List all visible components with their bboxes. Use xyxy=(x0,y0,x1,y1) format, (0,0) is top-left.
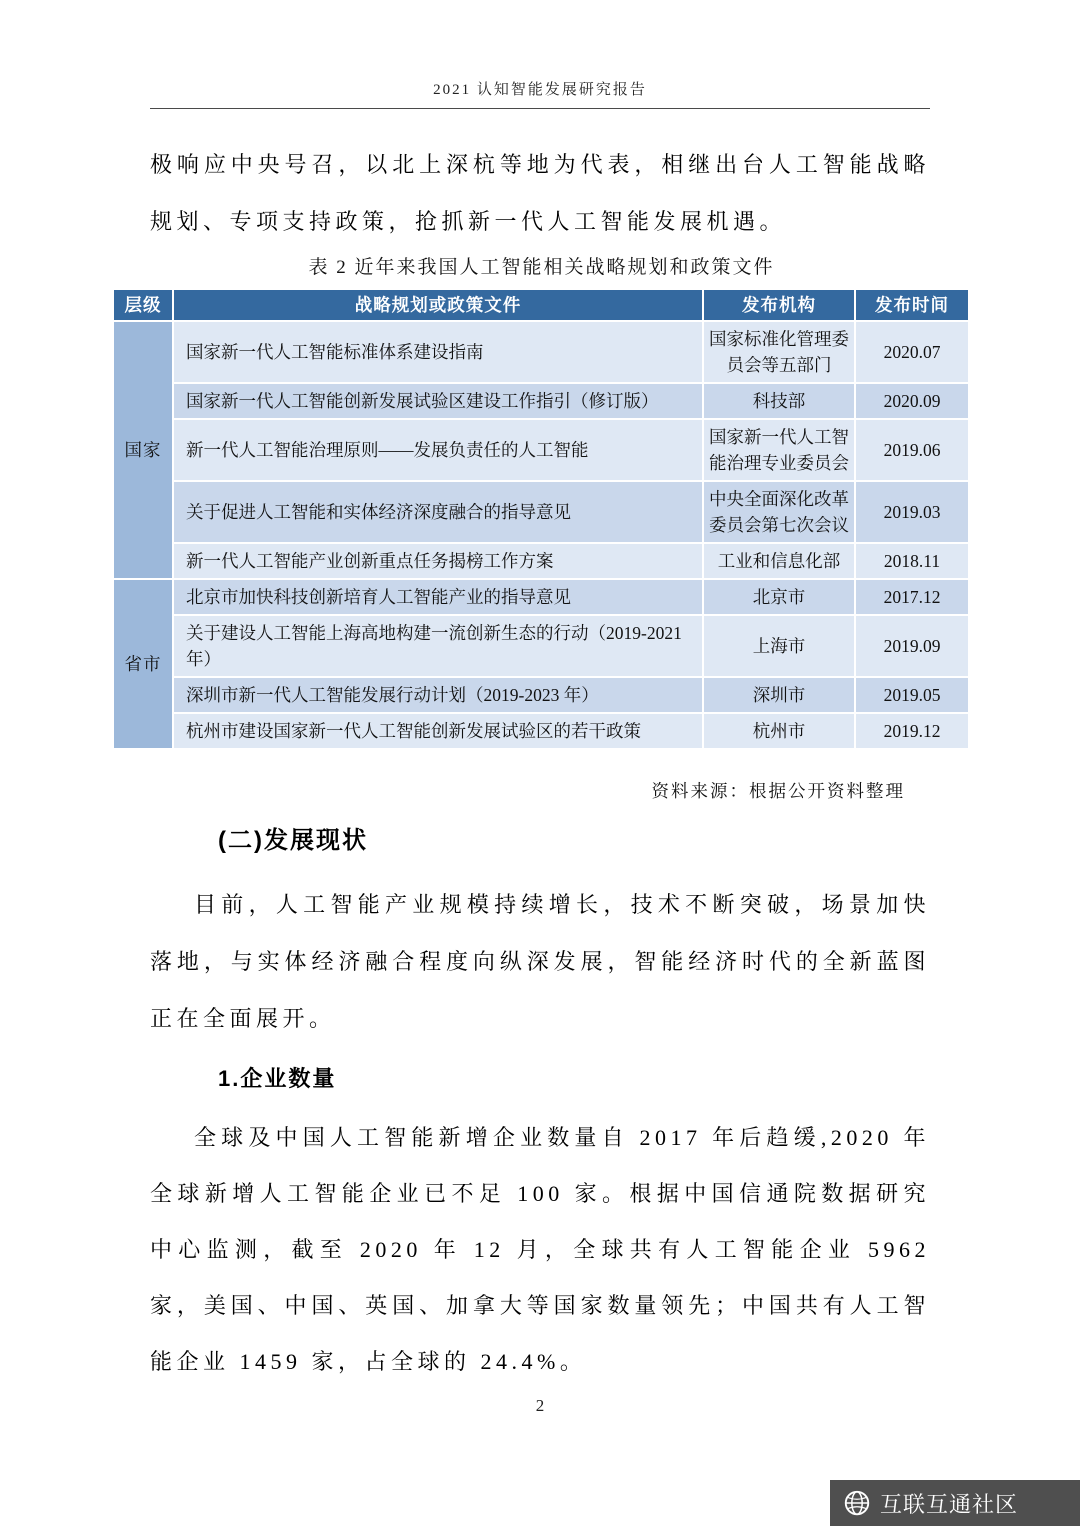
col-header-doc: 战略规划或政策文件 xyxy=(173,289,703,321)
table-caption: 表 2 近年来我国人工智能相关战略规划和政策文件 xyxy=(308,257,775,278)
status-paragraph: 目前，人工智能产业规模持续增长，技术不断突破，场景加快落地，与实体经济融合程度向纵深发展，智能经济时代的全新蓝图正在全面展开。 xyxy=(150,892,930,1031)
org-cell: 中央全面深化改革委员会第七次会议 xyxy=(703,481,855,543)
org-cell: 国家新一代人工智能治理专业委员会 xyxy=(703,419,855,481)
org-cell: 深圳市 xyxy=(703,677,855,713)
table-row xyxy=(113,321,969,383)
col-header-org: 发布机构 xyxy=(703,289,855,321)
doc-cell: 深圳市新一代人工智能发展行动计划（2019-2023 年） xyxy=(173,677,703,713)
org-cell: 北京市 xyxy=(703,579,855,615)
table-row xyxy=(113,543,969,579)
table-row xyxy=(113,419,969,481)
doc-cell: 新一代人工智能产业创新重点任务揭榜工作方案 xyxy=(173,543,703,579)
table-row xyxy=(113,383,969,419)
community-logo-icon xyxy=(842,1488,872,1518)
intro-paragraph: 极响应中央号召，以北上深杭等地为代表，相继出台人工智能战略规划、专项支持政策，抢抓新一代人工智能发展机遇。 xyxy=(150,152,930,234)
section-heading-status: (二)发展现状 xyxy=(218,827,368,854)
community-watermark-bar xyxy=(830,1480,1080,1526)
doc-cell: 关于促进人工智能和实体经济深度融合的指导意见 xyxy=(173,481,703,543)
org-cell: 杭州市 xyxy=(703,713,855,749)
table-row xyxy=(113,713,969,749)
col-header-level: 层级 xyxy=(113,289,173,321)
date-cell: 2019.05 xyxy=(855,677,969,713)
source-note: 资料来源：根据公开资料整理 xyxy=(651,781,905,801)
table-row xyxy=(113,579,969,615)
col-header-date: 发布时间 xyxy=(855,289,969,321)
date-cell: 2020.07 xyxy=(855,321,969,383)
org-cell: 国家标准化管理委员会等五部门 xyxy=(703,321,855,383)
date-cell: 2019.09 xyxy=(855,615,969,677)
table-header-row xyxy=(113,289,969,321)
doc-cell: 国家新一代人工智能标准体系建设指南 xyxy=(173,321,703,383)
doc-cell: 新一代人工智能治理原则——发展负责任的人工智能 xyxy=(173,419,703,481)
org-cell: 科技部 xyxy=(703,383,855,419)
page-header-title: 2021 认知智能发展研究报告 xyxy=(150,78,930,109)
policy-table xyxy=(112,288,970,750)
level-cell-provincial: 省市 xyxy=(113,579,173,749)
date-cell: 2018.11 xyxy=(855,543,969,579)
enterprise-paragraph: 全球及中国人工智能新增企业数量自 2017 年后趋缓,2020 年全球新增人工智能企业已不足 100 家。根据中国信通院数据研究中心监测，截至 2020 年 12 月，全球共有人工智能企业 5962 家，美国、中国、英国、加拿大等国家数量领先；中国共有人工智能企业 1459 家，占全球的 24.4%。 xyxy=(150,1125,930,1374)
date-cell: 2020.09 xyxy=(855,383,969,419)
page-number: 2 xyxy=(535,1396,545,1415)
subsection-heading-enterprise: 1.企业数量 xyxy=(218,1066,337,1091)
doc-cell: 国家新一代人工智能创新发展试验区建设工作指引（修订版） xyxy=(173,383,703,419)
doc-cell: 北京市加快科技创新培育人工智能产业的指导意见 xyxy=(173,579,703,615)
date-cell: 2019.12 xyxy=(855,713,969,749)
org-cell: 工业和信息化部 xyxy=(703,543,855,579)
community-name: 互联互通社区 xyxy=(880,1491,1019,1517)
table-row xyxy=(113,677,969,713)
date-cell: 2017.12 xyxy=(855,579,969,615)
org-cell: 上海市 xyxy=(703,615,855,677)
date-cell: 2019.03 xyxy=(855,481,969,543)
table-row xyxy=(113,615,969,677)
doc-cell: 杭州市建设国家新一代人工智能创新发展试验区的若干政策 xyxy=(173,713,703,749)
table-row xyxy=(113,481,969,543)
level-cell-national: 国家 xyxy=(113,321,173,579)
doc-cell: 关于建设人工智能上海高地构建一流创新生态的行动（2019-2021 年） xyxy=(173,615,703,677)
date-cell: 2019.06 xyxy=(855,419,969,481)
